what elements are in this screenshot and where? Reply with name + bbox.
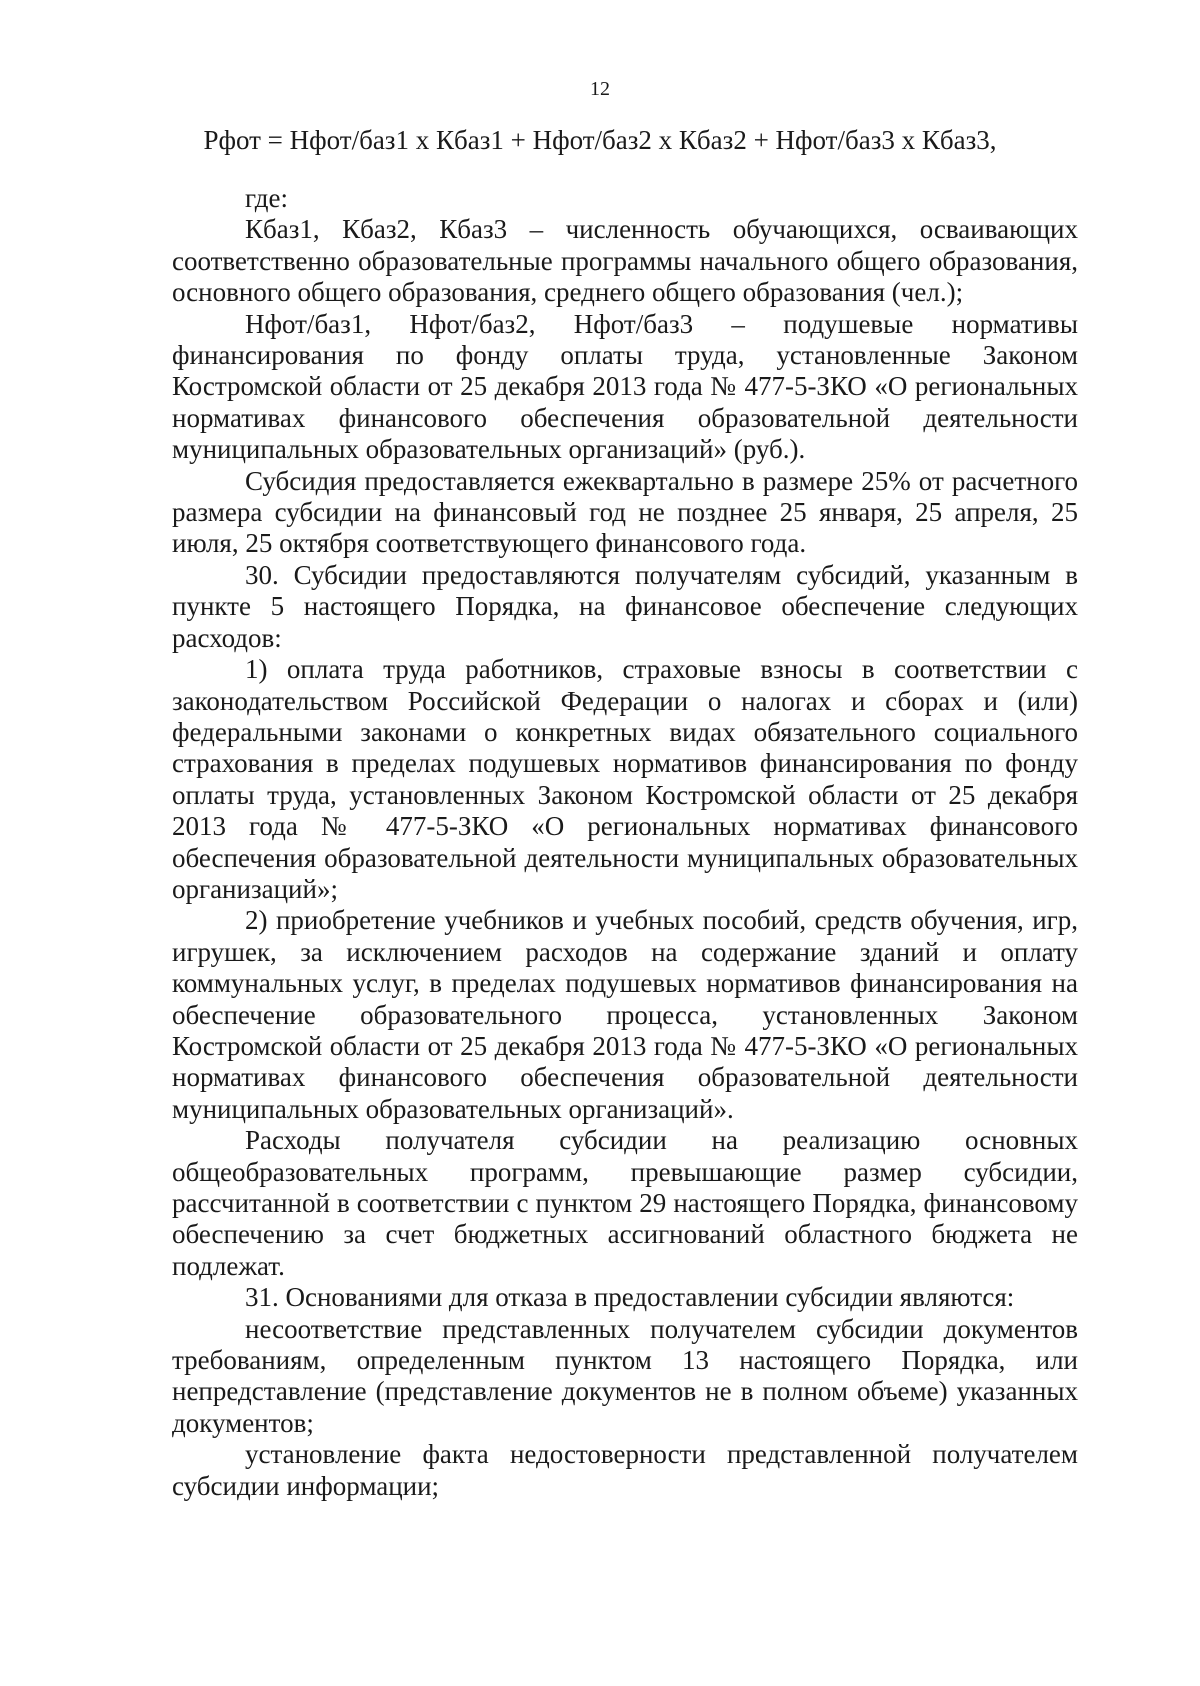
paragraph-clause-30-item-2: 2) приобретение учебников и учебных пособий, средств обучения, игр, игрушек, за исключением расходов на содержание зданий и оплату коммунальных услуг, в пределах подушевых нормативов финансирования на обеспечение образовательного процесса, установленных Законом Костромской области от 25 декабря 2013 года № 477-5-ЗКО «О региональных нормативах финансового обеспечения образовательной деятельности муниципальных образовательных организаций». (172, 905, 1078, 1124)
paragraph-nfot-definition: Нфот/баз1, Нфот/баз2, Нфот/баз3 – подушевые нормативы финансирования по фонду оплаты труда, установленные Законом Костромской области от 25 декабря 2013 года № 477-5-ЗКО «О региональных нормативах финансового обеспечения образовательной деятельности муниципальных образовательных организаций» (руб.). (172, 308, 1078, 465)
paragraph-expenses: Расходы получателя субсидии на реализацию основных общеобразовательных программ, превышающие размер субсидии, рассчитанной в соответствии с пунктом 29 настоящего Порядка, финансовому обеспечению за счет бюджетных ассигнований областного бюджета не подлежат. (172, 1125, 1078, 1281)
paragraph-clause-30: 30. Субсидии предоставляются получателям субсидий, указанным в пункте 5 настоящего Порядка, на финансовое обеспечение следующих расходов: (172, 559, 1078, 653)
document-body (172, 183, 1078, 1502)
paragraph-clause-30-item-1: 1) оплата труда работников, страховые взносы в соответствии с законодательством Российской Федерации о налогах и сборах и (или) федеральными законами о конкретных видах обязательного социального страхования в пределах подушевых нормативов финансирования по фонду оплаты труда, установленных Законом Костромской области от 25 декабря 2013 года № 477-5-ЗКО «О региональных нормативах финансового обеспечения образовательной деятельности муниципальных образовательных организаций»; (172, 654, 1078, 904)
paragraph-kbaz-definition: Кбаз1, Кбаз2, Кбаз3 – численность обучающихся, осваивающих соответственно образовательные программы начального общего образования, основного общего образования, среднего общего образования (чел.); (172, 214, 1078, 308)
paragraph-where: где: (245, 183, 288, 213)
paragraph-refusal-reason-2: установление факта недостоверности представленной получателем субсидии информации; (172, 1439, 1078, 1501)
paragraph-subsidy-quarterly: Субсидия предоставляется ежеквартально в размере 25% от расчетного размера субсидии на финансовый год не позднее 25 января, 25 апреля, 25 июля, 25 октября соответствующего финансового года. (172, 465, 1078, 559)
paragraph-refusal-reason-1: несоответствие представленных получателем субсидии документов требованиям, определенным пунктом 13 настоящего Порядка, или непредставление (представление документов не в полном объеме) указанных документов; (172, 1313, 1078, 1438)
page-number: 12 (590, 78, 610, 100)
formula: Рфот = Нфот/баз1 х Кбаз1 + Нфот/баз2 х Кбаз2 + Нфот/баз3 х Кбаз3, (203, 125, 997, 155)
paragraph-clause-31: 31. Основаниями для отказа в предоставлении субсидии являются: (245, 1282, 1015, 1313)
